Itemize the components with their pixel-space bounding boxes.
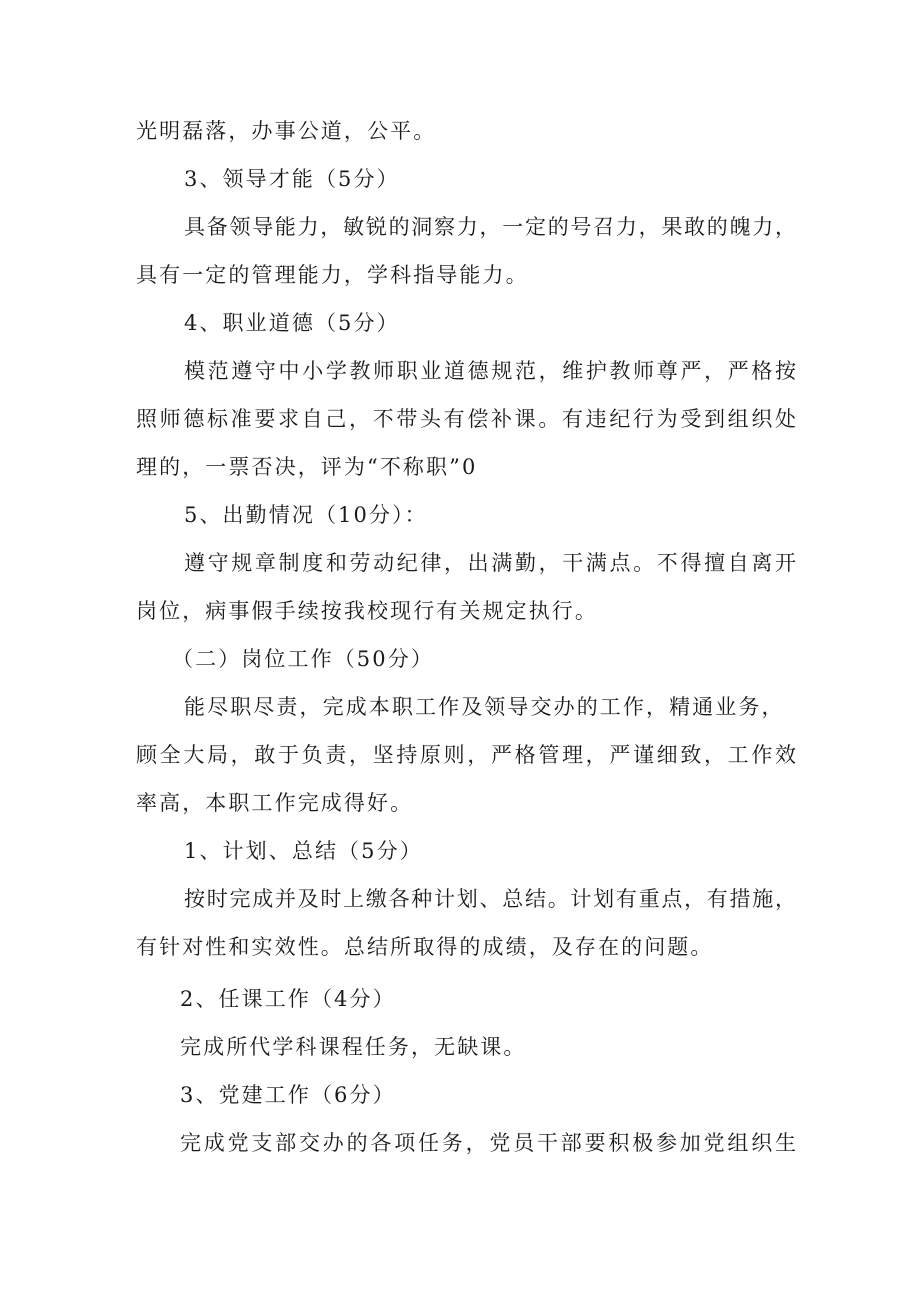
section-heading: 1、计划、总结（5分） [184, 839, 423, 863]
paragraph-line: 完成党支部交办的各项任务，党员干部要积极参加党组织生 [180, 1131, 796, 1155]
paragraph-line: 遵守规章制度和劳动纪律，出满勤，干满点。不得擅自离开 [184, 551, 796, 575]
paragraph-line: 具备领导能力，敏锐的洞察力，一定的号召力，果敢的魄力， [184, 215, 796, 239]
paragraph-line: 照师德标准要求自己，不带头有偿补课。有违纪行为受到组织处 [136, 407, 796, 431]
paragraph-line: 完成所代学科课程任务，无缺课。 [180, 1035, 527, 1059]
paragraph-line: 率高，本职工作完成得好。 [136, 791, 414, 815]
paragraph-line: 光明磊落，办事公道，公平。 [136, 119, 437, 143]
section-heading: 5、出勤情况（10分）： [184, 503, 428, 527]
paragraph-line: 顾全大局，敢于负责，坚持原则，严格管理，严谨细致，工作效 [136, 743, 796, 767]
paragraph-line: 有针对性和实效性。总结所取得的成绩，及存在的问题。 [136, 935, 714, 959]
paragraph-line: 具有一定的管理能力，学科指导能力。 [136, 263, 529, 287]
section-heading: （二）岗位工作（50分） [172, 647, 434, 671]
paragraph-line: 理的，一票否决，评为“不称职”0 [136, 455, 478, 479]
paragraph-line: 按时完成并及时上缴各种计划、总结。计划有重点，有措施， [184, 887, 796, 911]
paragraph-line: 能尽职尽责，完成本职工作及领导交办的工作，精通业务， [184, 695, 785, 719]
paragraph-line: 岗位，病事假手续按我校现行有关规定执行。 [136, 599, 598, 623]
paragraph-line: 模范遵守中小学教师职业道德规范，维护教师尊严，严格按 [184, 359, 796, 383]
section-heading: 3、领导才能（5分） [184, 167, 400, 191]
section-heading: 4、职业道德（5分） [184, 311, 400, 335]
section-heading: 3、党建工作（6分） [180, 1083, 396, 1107]
section-heading: 2、任课工作（4分） [180, 987, 396, 1011]
